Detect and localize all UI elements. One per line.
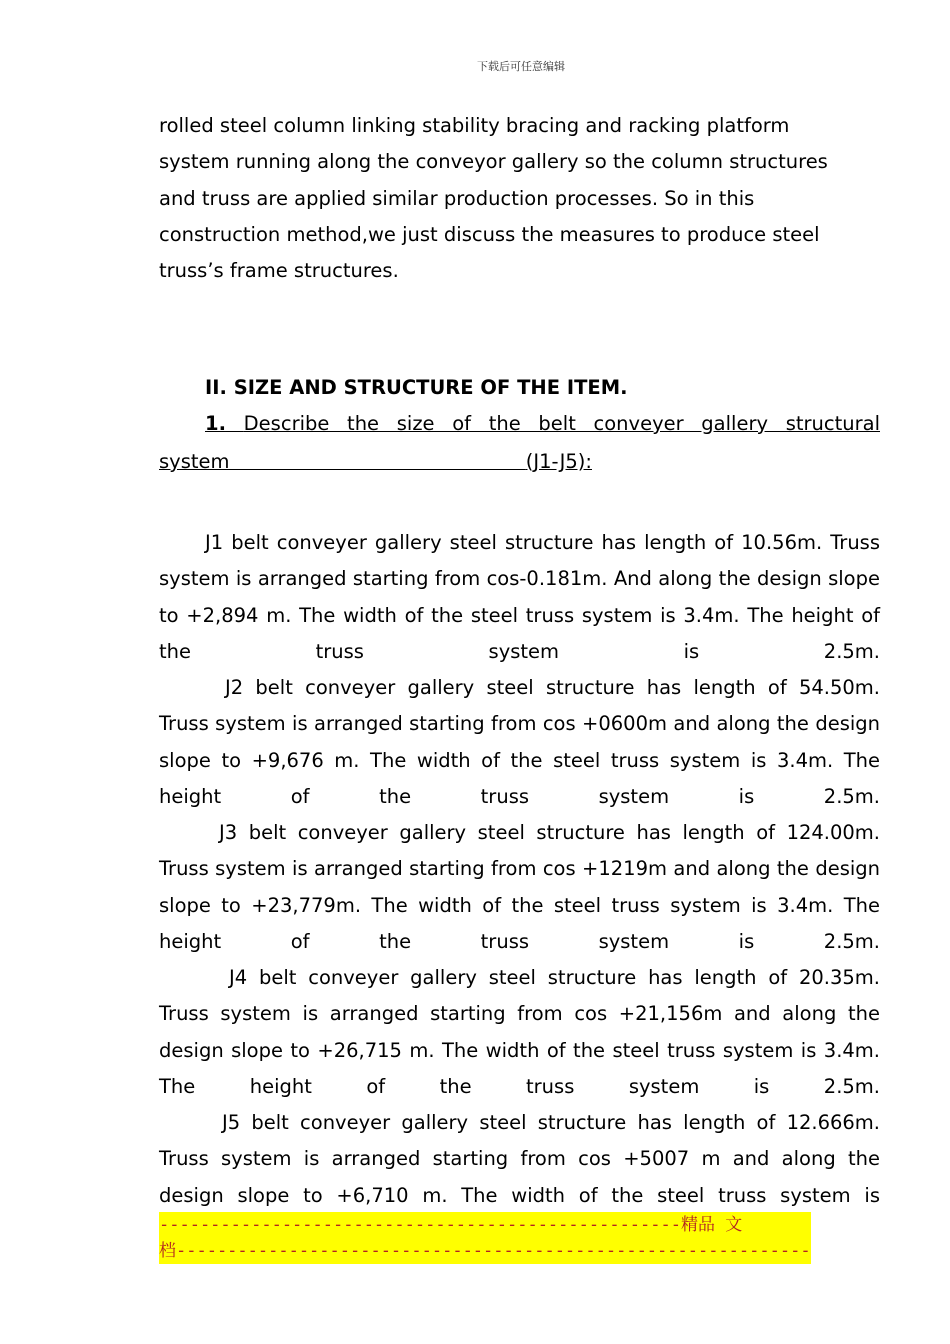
intro-paragraph: [159, 108, 880, 289]
footer-text: ---------------------------------------------------精品 文: [159, 1215, 743, 1235]
subsection-number: 1.: [205, 412, 226, 435]
text-line: J5 belt conveyer gallery steel structure has length of 12.666m.: [222, 1111, 880, 1134]
text-line: Truss system is arranged starting from cos +5007 m and along the: [159, 1147, 880, 1171]
body-text: [159, 525, 880, 1214]
text-line: design slope to +9,676 m. The width of the steel truss system is: [159, 712, 881, 772]
text-line: Truss system is arranged starting from cos-0.181m. And along the: [159, 531, 880, 591]
text-line: J3 belt conveyer gallery steel structure has length of 124.00m.: [219, 821, 880, 844]
text-line: 3.4m. The height of the truss system is 2.5m.: [159, 893, 881, 953]
section-title: II. SIZE AND STRUCTURE OF THE ITEM.: [205, 376, 628, 399]
subsection-heading: [159, 405, 880, 481]
text-line: J2 belt conveyer gallery steel structure has length of 54.50m.: [225, 676, 880, 699]
page-header: 下载后可任意编辑: [477, 60, 565, 73]
paragraph-j2: [159, 670, 880, 815]
text-line: J4 belt conveyer gallery steel structure has length of 20.35m.: [229, 966, 880, 989]
intro-line: truss’s frame structures.: [159, 259, 399, 283]
subsection-word: system: [159, 450, 230, 473]
intro-line: and truss are applied similar production processes. So in this: [159, 186, 755, 210]
text-line: design slope to +23,779m. The width of the steel truss system is: [159, 857, 881, 917]
text-line: 3.4m. The height of the truss system is 2.5m.: [159, 603, 880, 663]
paragraph-j5: [159, 1105, 880, 1214]
intro-line: rolled steel column linking stability bracing and racking platform: [159, 114, 790, 137]
intro-line: system running along the conveyor gallery so the column structures: [159, 150, 828, 174]
text-line: 3.4m. The height of the truss system is 2.5m.: [159, 748, 880, 808]
paragraph-j1: [159, 525, 880, 670]
text-line: design slope to +2,894 m. The width of the steel truss system is: [159, 567, 880, 627]
text-line: Truss system is arranged starting from cos +1219m and along the: [159, 857, 809, 881]
intro-block: [159, 108, 880, 289]
text-line: Truss system is arranged starting from cos +21,156m and along the: [159, 1002, 880, 1026]
paragraph-j3: [159, 815, 880, 960]
subsection-text: Describe the size of the belt conveyer gallery structural: [243, 412, 880, 435]
text-line: J1 belt conveyer gallery steel structure has length of 10.56m.: [205, 531, 823, 554]
subsection-line-1: [159, 405, 880, 443]
text-line: design slope to +6,710 m. The width of the steel truss system is: [159, 1183, 880, 1207]
text-line: Truss system is arranged starting from cos +0600m and along the: [159, 712, 809, 736]
footer-text: 档--------------------------------------------------------------: [159, 1241, 811, 1261]
footer-banner: [159, 1212, 811, 1264]
footer-line-1: [159, 1212, 811, 1238]
paragraph-j4: [159, 960, 880, 1105]
subsection-line-2: [159, 443, 592, 481]
intro-line: construction method,we just discuss the measures to produce steel: [159, 222, 820, 246]
subsection-tail: (J1-J5):: [525, 450, 592, 473]
text-line: 3.4m. The height of the truss system is 2.5m.: [159, 1038, 880, 1098]
footer-line-2: [159, 1238, 811, 1264]
text-line: design slope to +26,715 m. The width of the steel truss system is: [159, 1038, 817, 1062]
